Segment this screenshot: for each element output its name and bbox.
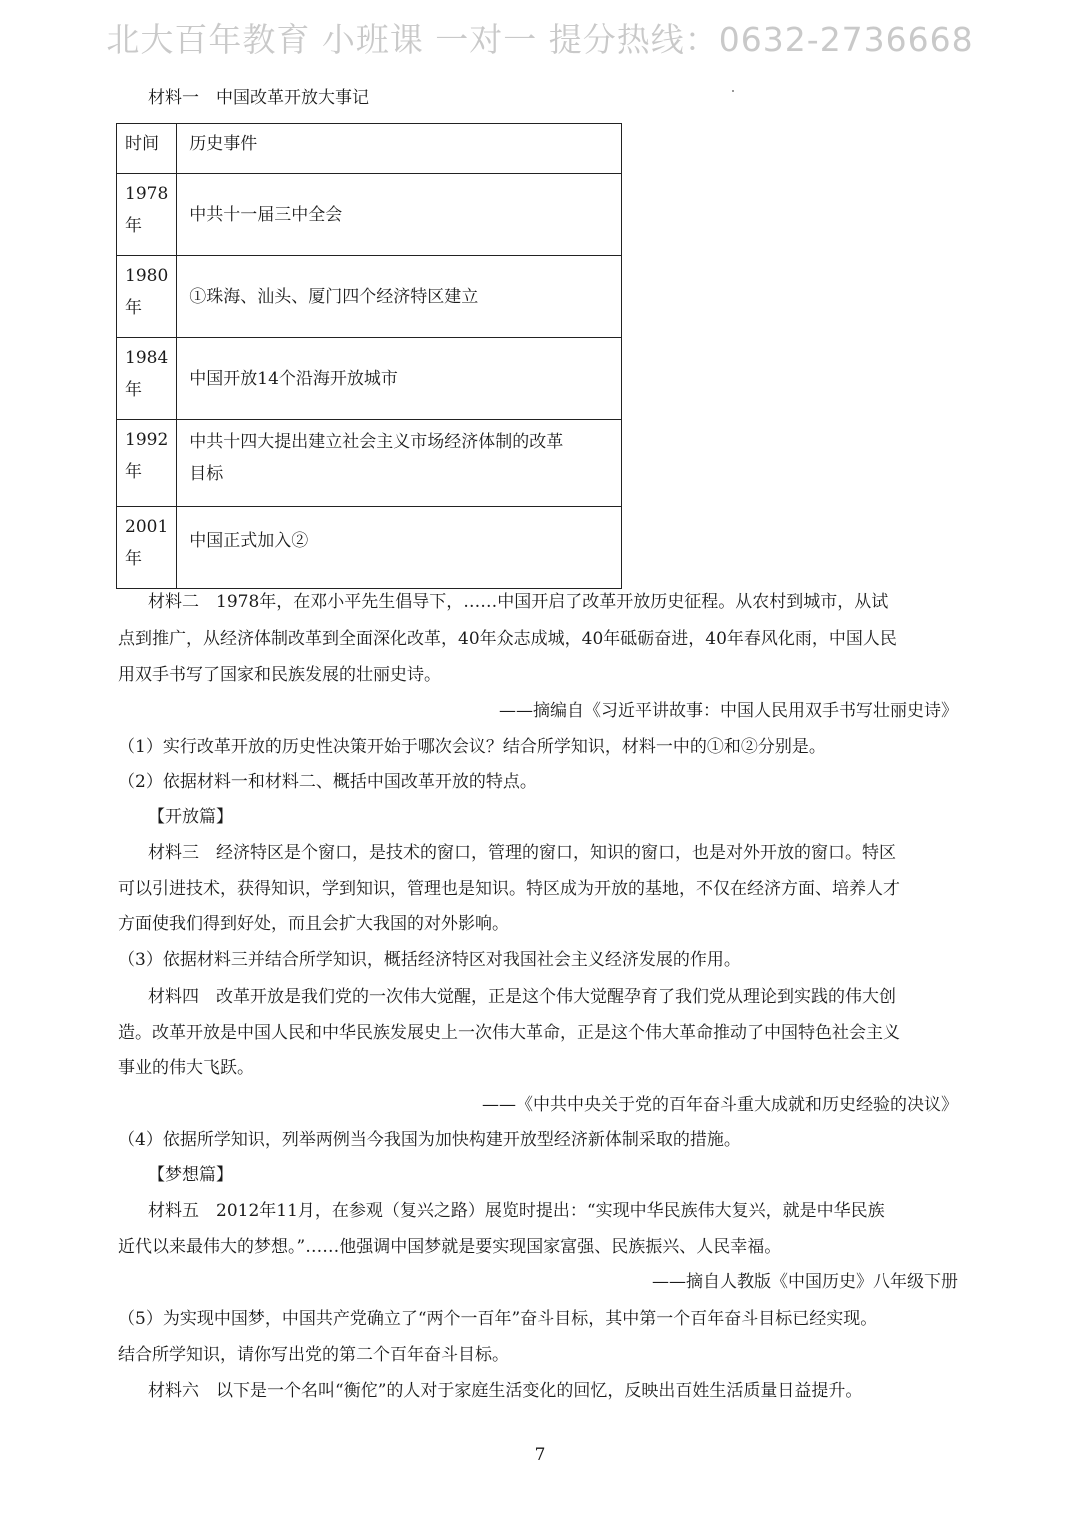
year-cell: 2001 年 xyxy=(117,507,177,589)
header-event: 历史事件 xyxy=(177,124,622,174)
events-table xyxy=(116,123,622,589)
material2-line: 材料二 1978年，在邓小平先生倡导下，……中国开启了改革开放历史征程。从农村到城市，从试 xyxy=(148,592,889,612)
table-row xyxy=(117,338,622,420)
material4-line: 事业的伟大飞跃。 xyxy=(118,1058,254,1078)
material3-line: 方面使我们得到好处，而且会扩大我国的对外影响。 xyxy=(118,914,509,934)
material2-line: 点到推广，从经济体制改革到全面深化改革，40年众志成城，40年砥砺奋进，40年春风化雨，中国人民 xyxy=(118,629,897,649)
table-row xyxy=(117,174,622,256)
section-open: 【开放篇】 xyxy=(148,807,233,827)
question-2: （2）依据材料一和材料二、概括中国改革开放的特点。 xyxy=(118,772,537,792)
material4-source: ——《中共中央关于党的百年奋斗重大成就和历史经验的决议》 xyxy=(482,1095,958,1115)
event-cell: 中国开放14个沿海开放城市 xyxy=(177,338,622,420)
table-header-row xyxy=(117,124,622,174)
material3-line: 材料三 经济特区是个窗口，是技术的窗口，管理的窗口，知识的窗口，也是对外开放的窗口。特区 xyxy=(148,843,896,863)
year-cell: 1984 年 xyxy=(117,338,177,420)
header-time: 时间 xyxy=(117,124,177,174)
question-4: （4）依据所学知识，列举两例当今我国为加快构建开放型经济新体制采取的措施。 xyxy=(118,1130,741,1150)
material5-line: 材料五 2012年11月，在参观（复兴之路）展览时提出：“实现中华民族伟大复兴，就是中华民族 xyxy=(148,1201,885,1221)
question-1: （1）实行改革开放的历史性决策开始于哪次会议？结合所学知识，材料一中的①和②分别是。 xyxy=(118,737,826,757)
year-cell: 1980 年 xyxy=(117,256,177,338)
question-5: （5）为实现中国梦，中国共产党确立了“两个一百年”奋斗目标，其中第一个百年奋斗目标已经实现。 xyxy=(118,1309,878,1329)
event-cell: 中国正式加入② xyxy=(177,507,622,589)
material4-line: 材料四 改革开放是我们党的一次伟大觉醒，正是这个伟大觉醒孕育了我们党从理论到实践的伟大创 xyxy=(148,987,896,1007)
material4-line: 造。改革开放是中国人民和中华民族发展史上一次伟大革命，正是这个伟大革命推动了中国特色社会主义 xyxy=(118,1023,900,1043)
header-watermark: 北大百年教育 小班课 一对一 提分热线：0632-2736668 xyxy=(106,20,974,59)
material2-source: ——摘编自《习近平讲故事：中国人民用双手书写壮丽史诗》 xyxy=(499,701,958,721)
page-number: 7 xyxy=(534,1445,546,1465)
year-cell: 1978 年 xyxy=(117,174,177,256)
material1-title: 材料一 中国改革开放大事记 xyxy=(148,88,369,108)
event-cell: 中共十一届三中全会 xyxy=(177,174,622,256)
event-cell: 中共十四大提出建立社会主义市场经济体制的改革 目标 xyxy=(177,420,622,507)
material3-line: 可以引进技术，获得知识，学到知识，管理也是知识。特区成为开放的基地，不仅在经济方面、培养人才 xyxy=(118,879,900,899)
section-dream: 【梦想篇】 xyxy=(148,1165,233,1185)
material5-source: ——摘自人教版《中国历史》八年级下册 xyxy=(652,1272,958,1292)
table-row xyxy=(117,256,622,338)
speck xyxy=(732,90,734,92)
question-3: （3）依据材料三并结合所学知识，概括经济特区对我国社会主义经济发展的作用。 xyxy=(118,950,741,970)
question-5: 结合所学知识，请你写出党的第二个百年奋斗目标。 xyxy=(118,1345,509,1365)
table-row xyxy=(117,507,622,589)
year-cell: 1992 年 xyxy=(117,420,177,507)
material2-line: 用双手书写了国家和民族发展的壮丽史诗。 xyxy=(118,665,441,685)
table-row xyxy=(117,420,622,507)
material5-line: 近代以来最伟大的梦想。”……他强调中国梦就是要实现国家富强、民族振兴、人民幸福。 xyxy=(118,1237,782,1257)
material6-line: 材料六 以下是一个名叫“衡佗”的人对于家庭生活变化的回忆，反映出百姓生活质量日益提升。 xyxy=(148,1381,863,1401)
event-cell: ①珠海、汕头、厦门四个经济特区建立 xyxy=(177,256,622,338)
